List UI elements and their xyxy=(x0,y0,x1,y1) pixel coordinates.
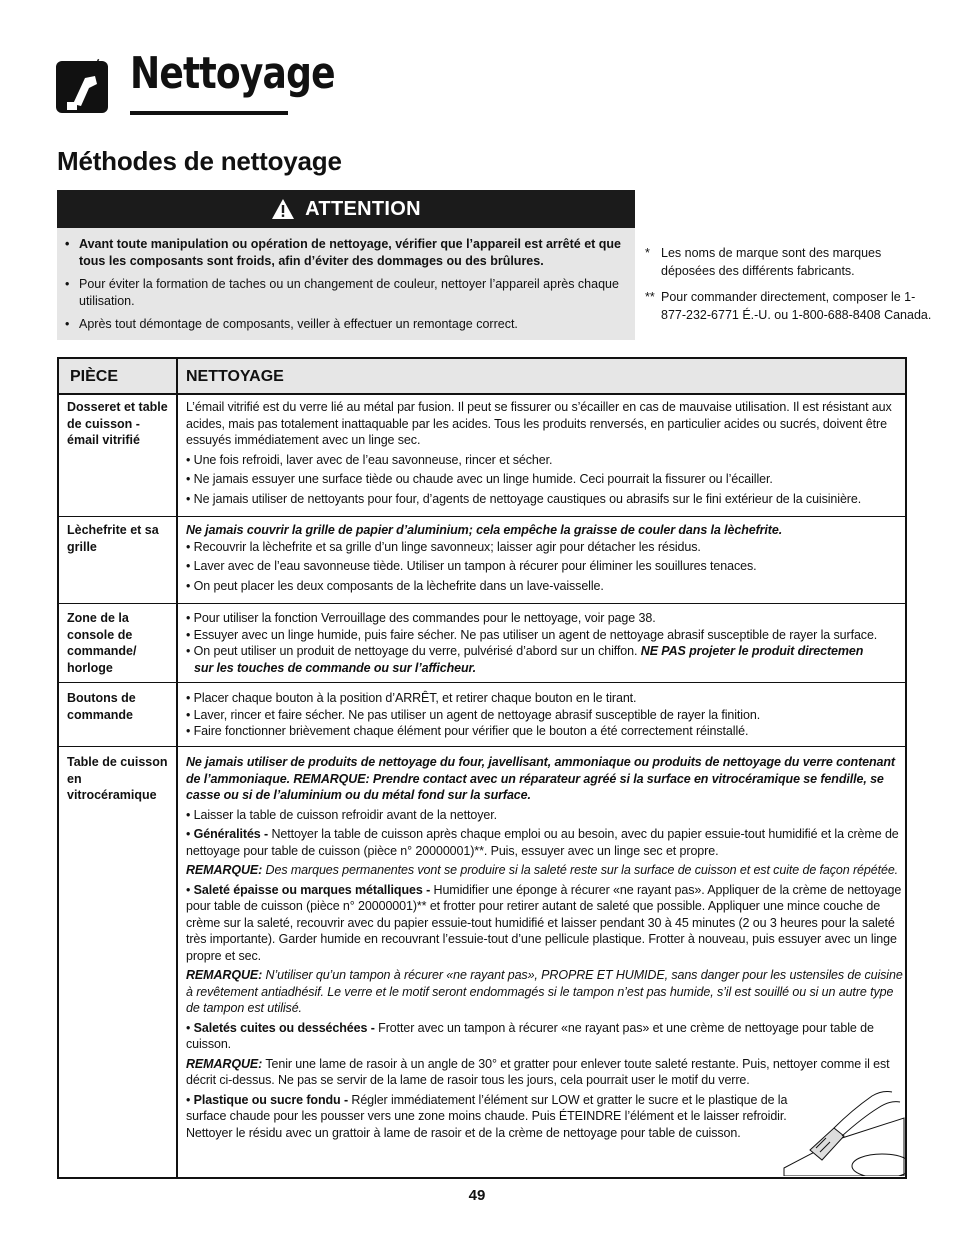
table-row xyxy=(59,603,905,683)
row-piece-label: Boutons de commande xyxy=(67,691,136,722)
row-cleaning-text: • Pour utiliser la fonction Verrouillage des commandes pour le nettoyage, voir page 38. • Essuyer avec un linge humide, puis faire sécher. Ne pas utiliser un agent de nettoyage abrasif susceptible de rayer la surface. • On peut utiliser un produit de nettoyage du verre, pulvérisé d’abord sur un chiffon. NE PAS projeter le produit directemen sur les touches de commande ou sur l’afficheur. xyxy=(186,611,878,675)
column-header-piece: PIÈCE xyxy=(70,368,119,385)
column-divider xyxy=(176,359,178,1177)
row-cleaning-text: Ne jamais couvrir la grille de papier d’aluminium; cela empêche la graisse de couler dans la lèchefrite. • Recouvrir la lèchefrite et sa grille d’un linge savonneux; laisser agir pour détacher les résidus. • Laver avec de l’eau savonneuse tiède. Utiliser un tampon à récurer pour éliminer les souillures tenaces. • On peut placer les deux composants de la lèchefrite dans un lave-vaisselle. xyxy=(186,523,783,593)
table-header xyxy=(59,359,905,395)
page-number: 49 xyxy=(468,1187,486,1204)
attention-bar xyxy=(57,190,635,228)
row-cleaning-text: L’émail vitrifié est du verre lié au métal par fusion. Il peut se fissurer ou s’écailler en cas de mauvaise utilisation. Il est résistant aux acides, mais pas totalement inattaquable par les acides. Tous les produits renversés, en particulier acides ou sucrés, doivent être essuyés immédiatement avec un linge sec. • Une fois refroidi, laver avec de l’eau savonneuse, rincer et sécher. • Ne jamais essuyer une surface tiède ou chaude avec un linge humide. Ceci pourrait la fissurer ou l’écailler. • Ne jamais utiliser de nettoyants pour four, d’agents de nettoyage caustiques ou abrasifs sur le fini extérieur de la cuisinière. xyxy=(186,400,892,506)
attention-list xyxy=(57,228,635,333)
attention-item: • Après tout démontage de composants, veiller à effectuer un remontage correct. xyxy=(65,316,625,333)
section-title: Méthodes de nettoyage xyxy=(57,146,342,176)
table-row xyxy=(59,746,905,1178)
footnote-trademark: * Les noms de marque sont des marques déposées des différents fabricants. xyxy=(645,246,882,278)
razor-scraper-illustration xyxy=(782,1088,906,1176)
row-piece-label: Zone de la console de commande/ horloge xyxy=(67,611,137,675)
footnote-order: ** Pour commander directement, composer le 1-877-232-6771 É.-U. ou 1-800-688-8408 Canada. xyxy=(645,290,932,322)
table-row xyxy=(59,393,905,517)
attention-item: • Pour éviter la formation de taches ou un changement de couleur, nettoyer l’appareil après chaque utilisation. xyxy=(65,276,625,310)
attention-box xyxy=(57,190,635,340)
table-row xyxy=(59,682,905,747)
column-header-cleaning: NETTOYAGE xyxy=(186,368,284,385)
row-piece-label: Table de cuisson en vitrocéramique xyxy=(67,755,168,802)
row-piece-label: Lèchefrite et sa grille xyxy=(67,523,159,554)
row-cleaning-text: Ne jamais utiliser de produits de nettoyage du four, javellisant, ammoniaque ou produits de nettoyage du verre contenant de l’ammoniaque. REMARQUE: Prendre contact avec un réparateur agréé si la surface en vitrocéramique se fendille, se casse ou si de l’aluminium ou du métal fond sur la surface. • Laisser la table de cuisson refroidir avant de la nettoyer. • Généralités - Nettoyer la table de cuisson après chaque emploi ou au besoin, avec du papier essuie-tout humidifié et la crème de nettoyage pour table de cuisson (pièce n° 20000001)**. Puis, essuyer avec un linge sec et propre. REMARQUE: Des marques permanentes vont se produire si la saleté reste sur la surface de cuisson et est cuite de façon répétée. • Saleté épaisse ou marques métalliques - Humidifier une éponge à récurer «ne rayant pas». Appliquer de la crème de nettoyage pour table de cuisson (pièce n° 20000001)** et frotter pour retirer autant de saleté que possible. Appliquer une mince couche de crème sur la saleté, recouvrir avec du papier essuie-tout humidifié et laisser pendant 30 à 45 minutes (2 ou 3 heures pour la saleté très importante). Garder humide en recouvrant l’essuie-tout d’une pellicule plastique. Frotter à nouveau, puis essuyer avec un linge propre et sec. REMARQUE: N’utiliser qu’un tampon à récurer «ne rayant pas», PROPRE ET HUMIDE, sans danger pour les ustensiles de cuisine à revêtement antiadhésif. Le verre et le motif seront endommagés si le tampon n’est pas humide, s’il est souillé ou si un autre type de tampon est utilisé. • Saletés cuites ou desséchées - Frotter avec un tampon à récurer «ne rayant pas» et une crème de nettoyage pour table de cuisson. REMARQUE: Tenir une lame de rasoir à un angle de 30° et gratter pour enlever toute saleté restante. Puis, nettoyer comme il est décrit ci-dessus. Ne pas se servir de la lame de rasoir tous les jours, cela pourrait user le motif du verre. • Plastique ou sucre fondu - Régler immédiatement l’élément sur LOW et gratter le sucre et le plastique de la surface chaude pour les pousser vers une zone moins chaude. Puis ÉTEINDRE l’élément et le laisser refroidir. Nettoyer le résidu avec un grattoir à lame de rasoir et de la crème de nettoyage pour table de cuisson. xyxy=(186,755,903,1140)
page-header-title: Nettoyage xyxy=(130,48,335,99)
row-cleaning-text: • Placer chaque bouton à la position d’ARRÊT, et retirer chaque bouton en le tirant. • Laver, rincer et faire sécher. Ne pas utiliser un agent de nettoyage abrasif susceptible de rayer la finition. • Faire fonctionner brièvement chaque élément pour vérifier que le bouton a été correctement réinstallé. xyxy=(186,691,761,738)
row-piece-label: Dosseret et table de cuisson - émail vitrifié xyxy=(67,400,168,447)
table-row xyxy=(59,516,905,604)
cleaning-spray-icon xyxy=(55,58,111,116)
cleaning-table xyxy=(57,357,907,1179)
attention-label: ATTENTION xyxy=(305,197,421,220)
attention-item: • Avant toute manipulation ou opération de nettoyage, vérifier que l’appareil est arrêté et que tous les composants sont froids, afin d’éviter des dommages ou des brûlures. xyxy=(65,236,625,270)
header-underline xyxy=(130,111,288,115)
footnotes xyxy=(645,244,935,332)
warning-triangle-icon xyxy=(271,198,295,220)
